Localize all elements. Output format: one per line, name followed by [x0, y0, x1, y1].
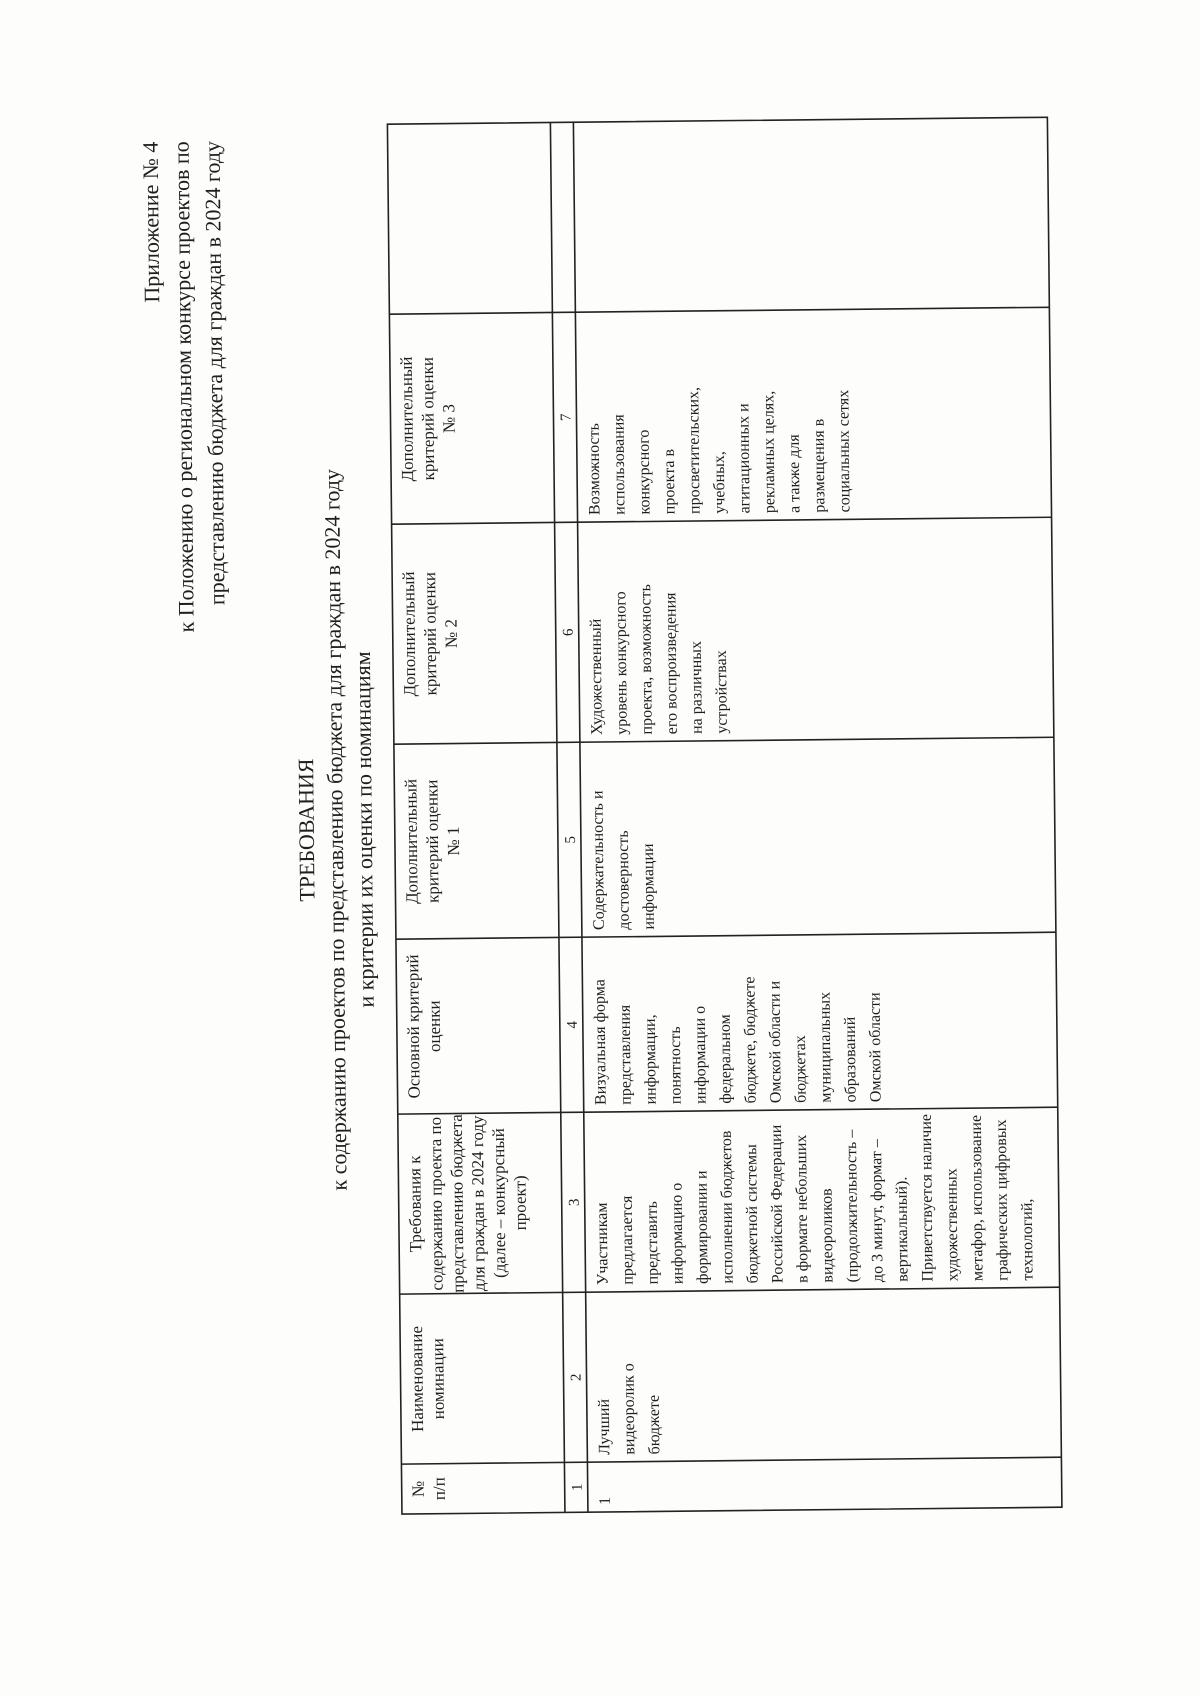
table-cell-r1-c3: представить	[643, 1200, 662, 1285]
column-number-6: 6	[560, 628, 577, 637]
column-divider	[398, 1107, 1058, 1114]
column-header-4: Основной критерий	[403, 954, 424, 1099]
table-cell-r1-c2: Лучший	[595, 1398, 614, 1456]
column-divider	[396, 932, 1056, 939]
column-header-7: Дополнительный	[396, 356, 418, 482]
header-row-divider	[550, 122, 565, 1512]
column-header-4: оценки	[424, 1000, 445, 1053]
column-header-7: критерий оценки	[417, 356, 439, 481]
table-cell-r1-c7: социальных сетях	[835, 389, 854, 513]
column-header-7: № 3	[439, 403, 459, 434]
table-cell-r1-c1: 1	[596, 1496, 614, 1506]
table-cell-r1-c7: Возможность	[585, 423, 604, 516]
table-cell-r1-c6: Художественный	[587, 618, 606, 736]
column-header-3: проект)	[510, 1175, 530, 1231]
table-cell-r1-c4: Визуальная форма	[591, 979, 610, 1106]
column-number-5: 5	[562, 835, 579, 844]
table-cell-r1-c3: видеороликов	[818, 1188, 837, 1283]
column-header-6: № 2	[441, 618, 461, 649]
table-cell-r1-c3: бюджетной системы	[743, 1144, 762, 1284]
column-number-7: 7	[558, 413, 575, 422]
table-cell-r1-c3: вертикальный).	[893, 1176, 912, 1282]
table-cell-r1-c7: проекта в	[660, 448, 679, 515]
column-header-3: (далее – конкурсный	[488, 1128, 510, 1279]
column-divider	[401, 1457, 1061, 1464]
table-cell-r1-c3: (продолжительность –	[842, 1129, 862, 1283]
table-cell-r1-c3: технологий,	[1018, 1198, 1037, 1281]
table-cell-r1-c3: предлагается	[618, 1195, 637, 1285]
column-divider	[392, 517, 1052, 524]
column-divider	[394, 737, 1054, 744]
column-divider	[389, 307, 1049, 314]
table-cell-r1-c4: бюджетах	[791, 1035, 810, 1103]
table-cell-r1-c5: Содержательность и	[589, 790, 608, 931]
table-cell-r1-c3: до 3 минут, формат –	[868, 1139, 887, 1283]
table-cell-r1-c4: понятность	[666, 1026, 685, 1105]
title-line-2: к содержанию проектов по представлению бюджета для граждан в 2024 году	[319, 468, 352, 1191]
table-cell-r1-c7: а также для	[785, 434, 804, 514]
column-number-2: 2	[568, 1373, 585, 1382]
table-cell-r1-c4: Омской области	[866, 992, 885, 1103]
table-cell-r1-c3: информацию о	[668, 1182, 687, 1285]
table-cell-r1-c3: в формате небольших	[793, 1134, 812, 1283]
appendix-header-line-1: Приложение № 4	[137, 141, 165, 303]
column-header-3: для граждан в 2024 году	[467, 1115, 489, 1292]
table-cell-r1-c4: Омской области и	[766, 980, 785, 1104]
column-number-3: 3	[566, 1198, 583, 1207]
table-cell-r1-c6: его воспроизведения	[662, 592, 681, 735]
title-line-1: ТРЕБОВАНИЯ	[293, 758, 320, 902]
column-header-1: п/п	[429, 1477, 449, 1501]
table-cell-r1-c7: просветительских,	[685, 386, 704, 515]
table-cell-r1-c3: графических цифровых	[992, 1119, 1012, 1281]
table-cell-r1-c7: агитационных и	[735, 403, 754, 514]
appendix-header-line-3: представлению бюджета для граждан в 2024 году	[199, 140, 230, 606]
number-row-divider	[573, 122, 588, 1512]
table-cell-r1-c3: Приветствуется наличие	[917, 1113, 937, 1282]
table-cell-r1-c3: исполнении бюджетов	[717, 1130, 737, 1284]
column-header-1: №	[408, 1480, 428, 1498]
table-cell-r1-c3: метафор, использование	[967, 1114, 987, 1282]
table-cell-r1-c4: образований	[841, 1016, 860, 1103]
column-number-1: 1	[569, 1483, 586, 1492]
column-divider	[400, 1287, 1060, 1294]
table-cell-r1-c6: уровень конкурсного	[612, 591, 631, 735]
table-cell-r1-c7: рекламных целях,	[760, 390, 779, 514]
column-header-3: содержанию проекта по	[425, 1116, 447, 1291]
column-header-5: Дополнительный	[401, 778, 422, 905]
table-cell-r1-c4: информации,	[641, 1014, 660, 1105]
table-cell-r1-c2: видеоролик о	[620, 1363, 639, 1455]
table-cell-r1-c2: бюджете	[645, 1394, 664, 1455]
table-cell-r1-c3: Участникам	[593, 1202, 612, 1286]
column-header-2: номинации	[428, 1338, 448, 1420]
appendix-header-line-2: к Положению о региональном конкурсе проектов по	[168, 141, 199, 633]
column-header-5: критерий оценки	[422, 779, 443, 904]
column-header-2: Наименование	[406, 1325, 428, 1433]
table-border	[387, 117, 1062, 1514]
table-cell-r1-c6: проекта, возможность	[637, 584, 656, 735]
table-cell-r1-c7: размещения в	[810, 418, 829, 513]
table-cell-r1-c3: Российской Федерации	[767, 1124, 787, 1284]
table-cell-r1-c3: художественных	[943, 1168, 962, 1282]
column-header-5: № 1	[443, 826, 464, 856]
table-cell-r1-c7: учебных,	[710, 451, 729, 514]
appendix-header	[138, 141, 230, 633]
title-line-3: и критерии их оценки по номинациям	[349, 651, 379, 1008]
criteria-table-grid	[387, 117, 1062, 1514]
column-number-4: 4	[564, 1020, 581, 1029]
table-cell-r1-c5: достоверность	[614, 830, 633, 930]
table-cell-r1-c6: на различных	[687, 640, 706, 735]
table-cell-r1-c7: конкурсного	[635, 429, 654, 515]
column-header-6: критерий оценки	[420, 571, 441, 696]
table-cell-r1-c6: устройствах	[712, 650, 731, 734]
table-cell-r1-c4: бюджете, бюджете	[741, 976, 760, 1104]
table-cell-r1-c5: информации	[639, 843, 658, 930]
table-cell-r1-c4: федеральном	[716, 1014, 735, 1104]
column-header-3: Требования к	[405, 1155, 426, 1253]
table-cell-r1-c4: представления	[616, 1004, 635, 1105]
table-cell-r1-c4: муниципальных	[816, 991, 835, 1103]
table-cell-r1-c4: информации о	[691, 1005, 710, 1105]
table-cell-r1-c3: формировании и	[693, 1170, 712, 1285]
table-cell-r1-c7: использования	[610, 414, 629, 515]
column-header-6: Дополнительный	[399, 571, 420, 697]
column-header-3: представлению бюджета	[446, 1114, 468, 1293]
document-title	[290, 469, 381, 1191]
